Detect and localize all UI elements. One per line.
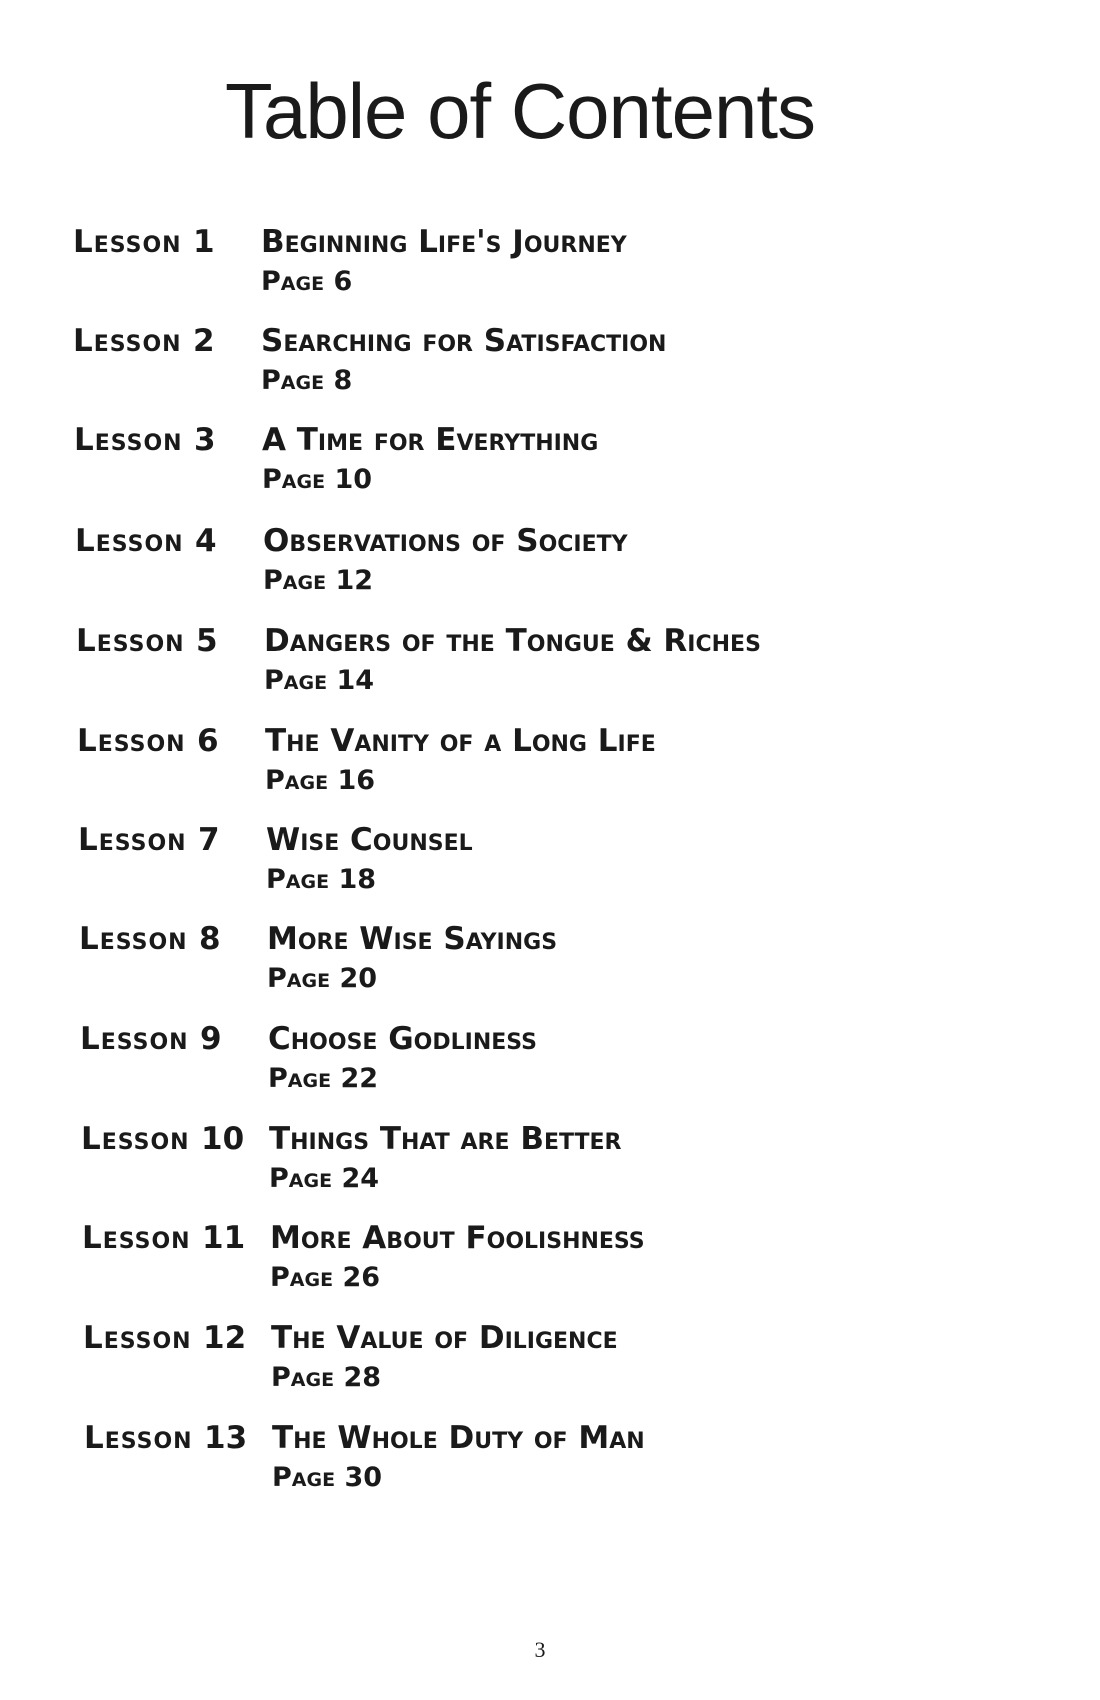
toc-entry-lesson-11[interactable]: [82, 1220, 982, 1310]
lesson-page: Page 26: [270, 1262, 381, 1293]
lesson-page: Page 16: [265, 765, 376, 796]
lesson-page: Page 6: [261, 266, 353, 297]
toc-entry-lesson-10[interactable]: [81, 1121, 981, 1211]
lesson-number: 4: [195, 523, 217, 559]
lesson-label: Lesson: [76, 623, 185, 659]
lesson-title: A Time for Everything: [262, 422, 599, 458]
lesson-label: Lesson: [81, 1121, 190, 1157]
lesson-label: Lesson: [84, 1420, 193, 1456]
toc-entry-lesson-13[interactable]: [84, 1420, 984, 1510]
lesson-page: Page 30: [272, 1462, 383, 1493]
lesson-title: Beginning Life's Journey: [261, 224, 627, 260]
toc-entry-lesson-8[interactable]: [79, 921, 979, 1011]
lesson-page: Page 22: [268, 1063, 379, 1094]
lesson-number: 13: [204, 1420, 248, 1456]
lesson-page: Page 12: [263, 565, 374, 596]
lesson-label: Lesson: [73, 323, 182, 359]
lesson-label: Lesson: [82, 1220, 191, 1256]
lesson-page: Page 10: [262, 464, 373, 495]
lesson-number: 7: [198, 822, 220, 858]
lesson-title: The Value of Diligence: [271, 1320, 618, 1356]
toc-entry-lesson-9[interactable]: [80, 1021, 980, 1111]
lesson-number: 5: [196, 623, 218, 659]
toc-entry-lesson-4[interactable]: [75, 523, 975, 613]
lesson-title: More Wise Sayings: [267, 921, 558, 957]
lesson-title: The Whole Duty of Man: [272, 1420, 645, 1456]
toc-entry-lesson-7[interactable]: [78, 822, 978, 912]
lesson-label: Lesson: [73, 224, 182, 260]
lesson-number: 6: [197, 723, 219, 759]
lesson-title: More About Foolishness: [270, 1220, 645, 1256]
lesson-title: Observations of Society: [263, 523, 628, 559]
lesson-number: 11: [202, 1220, 246, 1256]
lesson-title: The Vanity of a Long Life: [265, 723, 656, 759]
lesson-label: Lesson: [75, 523, 184, 559]
lesson-title: Dangers of the Tongue & Riches: [264, 623, 761, 659]
page-number: 3: [534, 1637, 546, 1662]
toc-entry-lesson-2[interactable]: [73, 323, 973, 413]
lesson-page: Page 18: [266, 864, 377, 895]
lesson-label: Lesson: [79, 921, 188, 957]
lesson-title: Choose Godliness: [268, 1021, 537, 1057]
lesson-title: Things That are Better: [269, 1121, 622, 1157]
lesson-label: Lesson: [80, 1021, 189, 1057]
lesson-page: Page 28: [271, 1362, 382, 1393]
lesson-page: Page 24: [269, 1163, 380, 1194]
lesson-number: 2: [193, 323, 215, 359]
lesson-number: 10: [201, 1121, 245, 1157]
lesson-label: Lesson: [74, 422, 183, 458]
toc-entry-lesson-6[interactable]: [77, 723, 977, 813]
lesson-label: Lesson: [77, 723, 186, 759]
lesson-label: Lesson: [78, 822, 187, 858]
toc-entry-lesson-3[interactable]: [74, 422, 974, 512]
toc-entry-lesson-1[interactable]: [73, 224, 973, 314]
lesson-number: 12: [203, 1320, 247, 1356]
lesson-page: Page 14: [264, 665, 375, 696]
lesson-label: Lesson: [83, 1320, 192, 1356]
page-title: Table of Contents: [224, 67, 816, 155]
lesson-title: Wise Counsel: [266, 822, 473, 858]
lesson-number: 8: [199, 921, 221, 957]
lesson-page: Page 8: [261, 365, 353, 396]
lesson-number: 3: [194, 422, 216, 458]
lesson-page: Page 20: [267, 963, 378, 994]
lesson-number: 1: [193, 224, 215, 260]
lesson-number: 9: [200, 1021, 222, 1057]
toc-entry-lesson-12[interactable]: [83, 1320, 983, 1410]
toc-entry-lesson-5[interactable]: [76, 623, 976, 713]
lesson-title: Searching for Satisfaction: [261, 323, 667, 359]
